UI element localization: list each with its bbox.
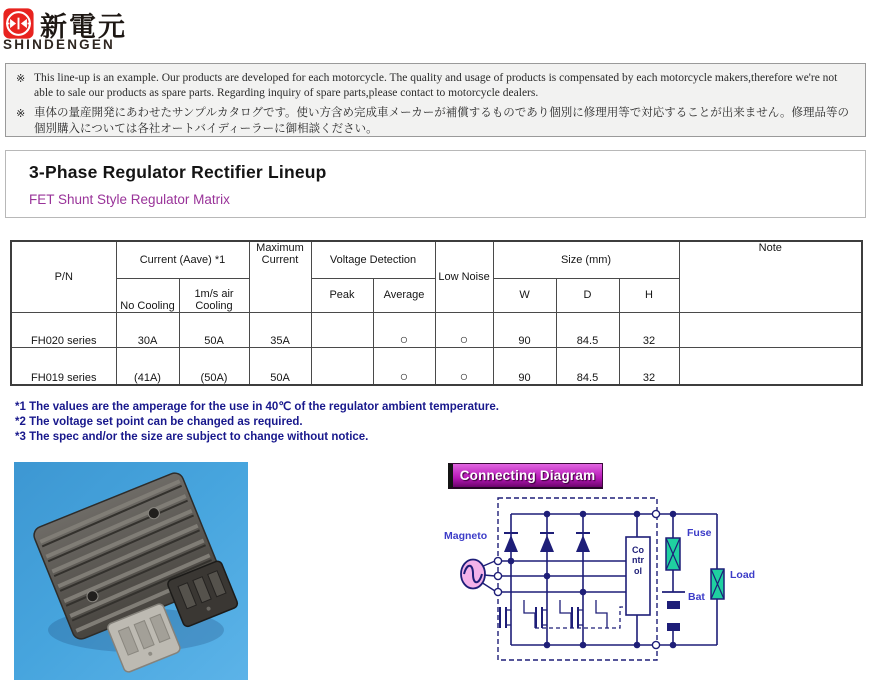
fuse-symbol <box>666 538 680 570</box>
cell-low-noise: ○ <box>435 347 493 385</box>
footnotes <box>15 400 499 445</box>
col-header-current: Current (Aave) *1 <box>116 241 249 278</box>
cell-h: 32 <box>619 347 679 385</box>
col-header-d: D <box>556 278 619 312</box>
notice-english-text: This line-up is an example. Our products are developed for each motorcycle. The quality and usage of products is compensated by each motorcycle makers,therefore we're not able to sale our products as spare parts. Regarding inquiry of spare parts,please contact to motorcycle dealers. <box>34 72 838 100</box>
cell-note <box>679 312 862 347</box>
footnote-3: *3 The spec and/or the size are subject to change without notice. <box>15 431 369 443</box>
table-row-fh019 <box>11 347 862 385</box>
page-title: 3-Phase Regulator Rectifier Lineup <box>29 162 327 182</box>
cell-pn: FH019 series <box>11 347 116 385</box>
col-header-h: H <box>619 278 679 312</box>
shindengen-logo[interactable] <box>3 5 263 55</box>
cell-average: ○ <box>373 312 435 347</box>
magneto-symbol <box>461 560 485 589</box>
notice-japanese <box>16 106 851 136</box>
cell-no-cooling: 30A <box>116 312 179 347</box>
load-label: Load <box>730 569 756 581</box>
cell-w: 90 <box>493 347 556 385</box>
cell-h: 32 <box>619 312 679 347</box>
cell-peak <box>311 347 373 385</box>
rectifier-diodes <box>504 533 590 552</box>
footnote-1: *1 The values are the amperage for the use in 40℃ of the regulator ambient temperature. <box>15 401 499 413</box>
fuse-label: Fuse <box>687 527 712 539</box>
col-header-air-cooling: 1m/s air Cooling <box>179 278 249 312</box>
shunt-fets <box>500 600 607 628</box>
cell-air-cooling: 50A <box>179 312 249 347</box>
connecting-diagram-banner: Connecting Diagram <box>448 463 603 489</box>
disclaimer-notice-box <box>5 63 866 137</box>
cell-peak <box>311 312 373 347</box>
col-header-peak: Peak <box>311 278 373 312</box>
cell-average: ○ <box>373 347 435 385</box>
cell-pn: FH020 series <box>11 312 116 347</box>
reference-mark: ※ <box>16 108 26 121</box>
col-header-size: Size (mm) <box>493 241 679 278</box>
connecting-diagram-schematic <box>435 495 755 670</box>
col-header-average: Average <box>373 278 435 312</box>
cell-w: 90 <box>493 312 556 347</box>
regulator-spec-table <box>10 240 863 386</box>
col-header-pn: P/N <box>11 241 116 312</box>
notice-english <box>16 71 851 101</box>
control-label: Control <box>632 545 644 576</box>
footnote-2: *2 The voltage set point can be changed as required. <box>15 416 303 428</box>
cell-no-cooling: (41A) <box>116 347 179 385</box>
col-header-note: Note <box>679 241 862 312</box>
brand-name-english: SHINDENGEN <box>3 37 116 52</box>
cell-d: 84.5 <box>556 312 619 347</box>
section-title-box <box>5 150 866 218</box>
notice-japanese-text: 車体の量産開発にあわせたサンプルカタログです。使い方含め完成車メーカーが補償するものであり個別に修理用等で対応することが出来ません。修理品等の個別購入については各社オートバイディーラーに御相談ください。 <box>34 107 849 135</box>
cell-low-noise: ○ <box>435 312 493 347</box>
cell-d: 84.5 <box>556 347 619 385</box>
brand-name-japanese: 新電元 <box>40 12 127 42</box>
cell-max-current: 50A <box>249 347 311 385</box>
col-header-no-cooling: No Cooling <box>116 278 179 312</box>
table-row-fh020 <box>11 312 862 347</box>
reference-mark: ※ <box>16 73 26 85</box>
col-header-max-current: Maximum Current <box>249 241 311 312</box>
col-header-voltage-detection: Voltage Detection <box>311 241 435 278</box>
shindengen-logo-icon <box>3 8 34 39</box>
col-header-low-noise: Low Noise <box>435 241 493 312</box>
cell-max-current: 35A <box>249 312 311 347</box>
cell-air-cooling: (50A) <box>179 347 249 385</box>
load-symbol <box>711 569 724 599</box>
page-subtitle: FET Shunt Style Regulator Matrix <box>29 192 230 207</box>
battery-label: Bat <box>688 591 705 603</box>
magneto-label: Magneto <box>444 530 488 542</box>
col-header-w: W <box>493 278 556 312</box>
regulator-product-photo <box>14 462 248 680</box>
battery-symbol <box>662 592 685 631</box>
cell-note <box>679 347 862 385</box>
